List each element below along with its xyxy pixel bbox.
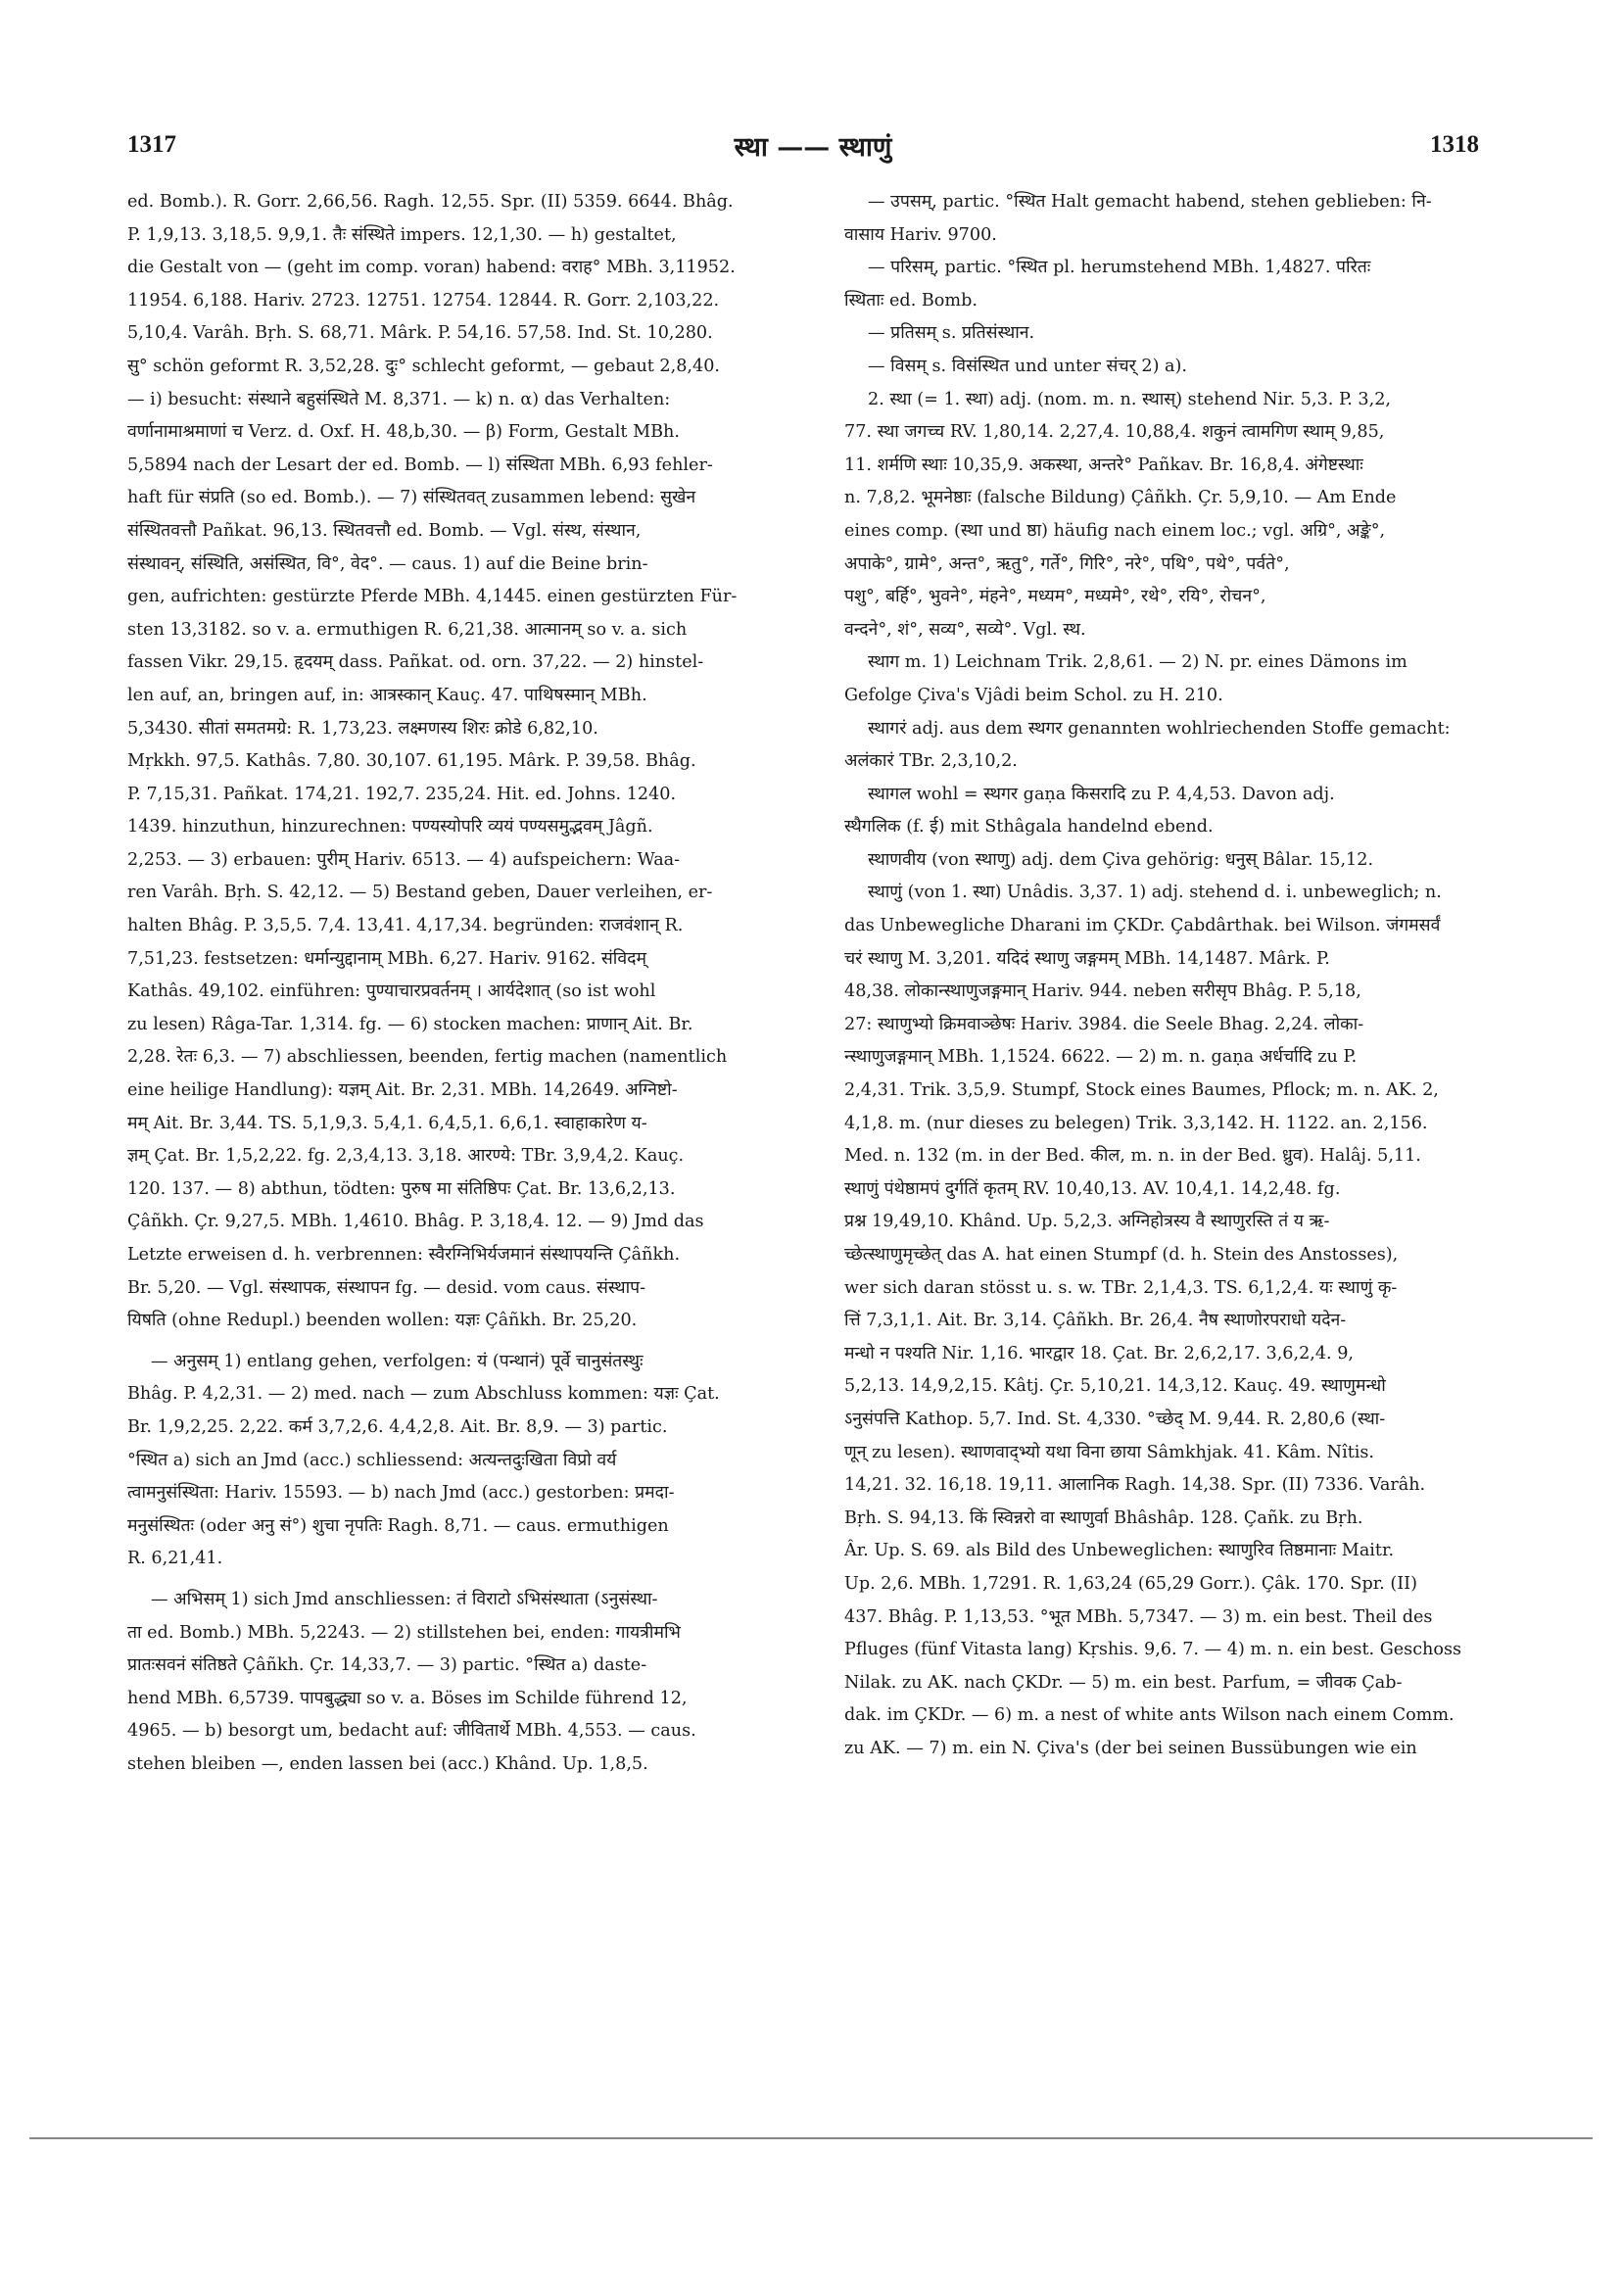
text-line: Med. n. 132 (m. in der Bed. कील, m. n. in der Bed. ध्रुव). Halâj. 5,11. xyxy=(844,1146,1421,1167)
text-line: zu AK. — 7) m. ein N. Çiva's (der bei seinen Bussübungen wie ein xyxy=(844,1738,1417,1758)
text-line: त्वामनुसंस्थिता: Hariv. 15593. — b) nach Jmd (acc.) gestorben: प्रमदा- xyxy=(127,1483,675,1504)
running-head: स्था —— स्थाणुं xyxy=(734,132,892,163)
text-line: 11954. 6,188. Hariv. 2723. 12751. 12754. 12844. R. Gorr. 2,103,22. xyxy=(127,290,720,311)
text-line: वर्णानामाश्रमाणां च Verz. d. Oxf. H. 48,b,30. — β) Form, Gestalt MBh. xyxy=(127,422,680,443)
bottom-rule xyxy=(29,2137,1593,2139)
text-line: त्तिं 7,3,1,1. Ait. Br. 3,14. Çâñkh. Br. 26,4. नैष स्थाणोरपराधो यदेन- xyxy=(844,1311,1347,1331)
page-number-right: 1318 xyxy=(1430,131,1479,158)
text-line: अलंकारं TBr. 2,3,10,2. xyxy=(844,751,1018,772)
text-line: 5,10,4. Varâh. Bṛh. S. 68,71. Mârk. P. 54,16. 57,58. Ind. St. 10,280. xyxy=(127,323,713,344)
text-line: Gefolge Çiva's Vjâdi beim Schol. zu H. 210. xyxy=(844,685,1223,705)
text-line: स्थागरं adj. aus dem स्थगर genannten wohlriechenden Stoffe gemacht: xyxy=(868,718,1451,739)
text-line: स्थाणुं पंथेष्ठामपं दुर्गतिं कृतम् RV. 10,40,13. AV. 10,4,1. 14,2,48. fg. xyxy=(844,1178,1341,1199)
text-line: 48,38. लोकान्स्थाणुजङ्गमान् Hariv. 944. neben सरीसृप Bhâg. P. 5,18, xyxy=(844,981,1361,1002)
text-line: ed. Bomb.). R. Gorr. 2,66,56. Ragh. 12,55. Spr. (II) 5359. 6644. Bhâg. xyxy=(127,192,734,212)
text-line: — i) besucht: संस्थाने बहुसंस्थिते M. 8,371. — k) n. α) das Verhalten: xyxy=(127,389,671,409)
text-line: 2. स्था (= 1. स्था) adj. (nom. m. n. स्थास्) stehend Nir. 5,3. P. 3,2, xyxy=(868,389,1391,409)
text-line: Nilak. zu AK. nach ÇKDr. — 5) m. ein best. Parfum, = जीवक Çab- xyxy=(844,1672,1403,1693)
text-line: eine heilige Handlung): यज्ञम् Ait. Br. 2,31. MBh. 14,2649. अग्निष्टो- xyxy=(127,1080,678,1101)
text-line: स्थिताः ed. Bomb. xyxy=(844,290,978,311)
text-line: P. 7,15,31. Pañkat. 174,21. 192,7. 235,24. Hit. ed. Johns. 1240. xyxy=(127,784,677,804)
text-line: stehen bleiben —, enden lassen bei (acc.) Khând. Up. 1,8,5. xyxy=(127,1753,648,1774)
text-line: — उपसम्, partic. °स्थित Halt gemacht habend, stehen geblieben: नि- xyxy=(868,192,1432,212)
text-line: 7,51,23. festsetzen: धर्मान्युद्दानाम् MBh. 6,27. Hariv. 9162. संविदम् xyxy=(127,948,646,969)
text-line: 5,3430. सीतां समतमग्रे: R. 1,73,23. लक्ष्मणस्य शिरः क्रोडे 6,82,10. xyxy=(127,718,598,739)
text-line: 77. स्था जगच्च RV. 1,80,14. 2,27,4. 10,88,4. शकुनं त्वामगिण स्थाम् 9,85, xyxy=(844,422,1385,443)
text-line: 5,5894 nach der Lesart der ed. Bomb. — l) संस्थिता MBh. 6,93 fehler- xyxy=(127,454,713,475)
text-line: R. 6,21,41. xyxy=(127,1549,223,1569)
text-line: णून् zu lesen). स्थाणवाद्भ्यो यथा विना छाया Sâmkhjak. 41. Kâm. Nîtis. xyxy=(844,1442,1375,1462)
text-line: स्थाणवीय (von स्थाणु) adj. dem Çiva gehörig: धनुस् Bâlar. 15,12. xyxy=(868,849,1374,870)
text-line: 4,1,8. m. (nur dieses zu belegen) Trik. 3,3,142. H. 1122. an. 2,156. xyxy=(844,1113,1428,1133)
text-line: — परिसम्, partic. °स्थित pl. herumstehend MBh. 1,4827. परितः xyxy=(868,258,1371,278)
text-line: 27: स्थाणुभ्यो क्रिमवाञ्छेषः Hariv. 3984. die Seele Bhag. 2,24. लोका- xyxy=(844,1014,1364,1034)
text-line: स्थागल wohl = स्थगर gaṇa किसरादि zu P. 4,4,53. Davon adj. xyxy=(868,784,1335,804)
text-line: die Gestalt von — (geht im comp. voran) habend: वराह° MBh. 3,11952. xyxy=(127,258,736,278)
text-line: 2,253. — 3) erbauen: पुरीम् Hariv. 6513. — 4) aufspeichern: Waa- xyxy=(127,849,681,870)
text-line: Br. 1,9,2,25. 2,22. कर्म 3,7,2,6. 4,4,2,8. Ait. Br. 8,9. — 3) partic. xyxy=(127,1416,668,1437)
text-line: Letzte erweisen d. h. verbrennen: स्वैरग्निभिर्यजमानं संस्थापयन्ति Çâñkh. xyxy=(127,1245,681,1265)
text-line: सु° schön geformt R. 3,52,28. दुः° schlecht geformt, — gebaut 2,8,40. xyxy=(127,356,720,376)
text-line: Pfluges (fünf Vitasta lang) Kṛshis. 9,6. 7. — 4) m. n. ein best. Geschoss xyxy=(844,1640,1462,1660)
page-number-left: 1317 xyxy=(127,131,176,158)
text-line: n. 7,8,2. भूमनेष्ठाः (falsche Bildung) Çâñkh. Çr. 5,9,10. — Am Ende xyxy=(844,488,1397,508)
text-line: ज्ञम् Çat. Br. 1,5,2,22. fg. 2,3,4,13. 3,18. आरण्ये: TBr. 3,9,4,2. Kauç. xyxy=(127,1146,685,1167)
left-column xyxy=(127,186,808,1949)
text-line: halten Bhâg. P. 3,5,5. 7,4. 13,41. 4,17,34. begründen: राजवंशान् R. xyxy=(127,916,684,936)
text-line: ता ed. Bomb.) MBh. 5,2243. — 2) stillstehen bei, enden: गायत्रीमभि xyxy=(127,1622,681,1643)
text-line: वासाय Hariv. 9700. xyxy=(844,224,997,245)
text-line: Kathâs. 49,102. einführen: पुण्याचारप्रवर्तनम् । आर्यदेशात् (so ist wohl xyxy=(127,981,656,1002)
text-line: °स्थित a) sich an Jmd (acc.) schliessend: अत्यन्तदुःखिता विप्रो वर्य xyxy=(127,1450,617,1470)
text-line: Çâñkh. Çr. 9,27,5. MBh. 1,4610. Bhâg. P. 3,18,4. 12. — 9) Jmd das xyxy=(127,1212,704,1232)
text-line: मम् Ait. Br. 3,44. TS. 5,1,9,3. 5,4,1. 6,4,5,1. 6,6,1. स्वाहाकारेण य- xyxy=(127,1113,647,1133)
text-line: Âr. Up. S. 69. als Bild des Unbeweglichen: स्थाणुरिव तिष्ठमानाः Maitr. xyxy=(844,1541,1395,1561)
text-line: प्रश्न 19,49,10. Khând. Up. 5,2,3. अग्निहोत्रस्य वै स्थाणुरस्ति तं य ऋ- xyxy=(844,1212,1330,1232)
text-line: eines comp. (स्था und ष्ठा) häufig nach einem loc.; vgl. अग्रि°, अङ्के°, xyxy=(844,520,1386,541)
text-line: Bṛh. S. 94,13. किं स्विन्नरो वा स्थाणुर्वा Bhâshâp. 128. Çañk. zu Bṛh. xyxy=(844,1507,1363,1528)
text-line: len auf, an, bringen auf, in: आत्रस्कान् Kauç. 47. पाथिषस्मान् MBh. xyxy=(127,685,647,705)
text-line: — अभिसम् 1) sich Jmd anschliessen: तं विराटो ऽभिसंस्थाता (ऽनुसंस्था- xyxy=(151,1589,658,1609)
text-line: स्थैगलिक (f. ई) mit Sthâgala handelnd ebend. xyxy=(844,817,1214,837)
text-line: ऽनुसंपत्ति Kathop. 5,7. Ind. St. 4,330. °च्छेद् M. 9,44. R. 2,80,6 (स्था- xyxy=(844,1409,1386,1429)
text-line: hend MBh. 6,5739. पापबुद्ध्या so v. a. Böses im Schilde führend 12, xyxy=(127,1688,688,1708)
text-line: — प्रतिसम् s. प्रतिसंस्थान. xyxy=(868,323,1035,344)
text-line: 14,21. 32. 16,18. 19,11. आलानिक Ragh. 14,38. Spr. (II) 7336. Varâh. xyxy=(844,1475,1426,1496)
text-line: चरं स्थाणु M. 3,201. यदिदं स्थाणु जङ्गमम् MBh. 14,1487. Mârk. P. xyxy=(844,948,1330,969)
text-line: Mṛkkh. 97,5. Kathâs. 7,80. 30,107. 61,195. Mârk. P. 39,58. Bhâg. xyxy=(127,751,696,772)
text-line: Up. 2,6. MBh. 1,7291. R. 1,63,24 (65,29 Gorr.). Çâk. 170. Spr. (II) xyxy=(844,1573,1417,1594)
text-line: gen, aufrichten: gestürzte Pferde MBh. 4,1445. einen gestürzten Für- xyxy=(127,587,738,607)
text-line: 1439. hinzuthun, hinzurechnen: पण्यस्योपरि व्ययं पण्यसमुद्भवम् Jâgñ. xyxy=(127,817,653,837)
text-line: 5,2,13. 14,9,2,15. Kâtj. Çr. 5,10,21. 14,3,12. Kauç. 49. स्थाणुमन्धो xyxy=(844,1376,1386,1397)
text-line: 2,4,31. Trik. 3,5,9. Stumpf, Stock eines Baumes, Pflock; m. n. AK. 2, xyxy=(844,1080,1439,1101)
text-line: मन्धो न पश्यति Nir. 1,16. भारद्वार 18. Çat. Br. 2,6,2,17. 3,6,2,4. 9, xyxy=(844,1343,1355,1363)
text-line: 2,28. रेतः 6,3. — 7) abschliessen, beenden, fertig machen (namentlich xyxy=(127,1047,728,1068)
text-line: zu lesen) Râga-Tar. 1,314. fg. — 6) stocken machen: प्राणान् Ait. Br. xyxy=(127,1014,693,1034)
text-line: स्थाग m. 1) Leichnam Trik. 2,8,61. — 2) N. pr. eines Dämons im xyxy=(868,652,1407,673)
text-line: fassen Vikr. 29,15. हृदयम् dass. Pañkat. od. orn. 37,22. — 2) hinstel- xyxy=(127,652,704,673)
text-line: संस्थावन्, संस्थिति, असंस्थित, वि°, वेद°. — caus. 1) auf die Beine brin- xyxy=(127,553,648,574)
text-line: dak. im ÇKDr. — 6) m. a nest of white ants Wilson nach einem Comm. xyxy=(844,1705,1455,1726)
text-line: प्रातःसवनं संतिष्ठते Çâñkh. Çr. 14,33,7. — 3) partic. °स्थित a) daste- xyxy=(127,1655,647,1676)
text-line: wer sich daran stösst u. s. w. TBr. 2,1,4,3. TS. 6,1,2,4. यः स्थाणुं कृ- xyxy=(844,1277,1398,1298)
text-line: Br. 5,20. — Vgl. संस्थापक, संस्थापन fg. — desid. vom caus. संस्थाप- xyxy=(127,1277,646,1298)
text-line: P. 1,9,13. 3,18,5. 9,9,1. तैः संस्थिते impers. 12,1,30. — h) gestaltet, xyxy=(127,224,677,245)
text-line: यिषति (ohne Redupl.) beenden wollen: यज्ञः Çâñkh. Br. 25,20. xyxy=(127,1311,638,1331)
text-line: 11. शर्मणि स्थाः 10,35,9. अकस्था, अन्तरे° Pañkav. Br. 16,8,4. अंगेष्टस्थाः xyxy=(844,454,1363,475)
text-line: 120. 137. — 8) abthun, tödten: पुरुष मा संतिष्ठिपः Çat. Br. 13,6,2,13. xyxy=(127,1178,676,1199)
text-line: haft für संप्रति (so ed. Bomb.). — 7) संस्थितवत् zusammen lebend: सुखेन xyxy=(127,488,696,508)
text-line: 4965. — b) besorgt um, bedacht auf: जीवितार्थे MBh. 4,553. — caus. xyxy=(127,1721,696,1742)
text-line: स्थाणुं (von 1. स्था) Unâdis. 3,37. 1) adj. stehend d. i. unbeweglich; n. xyxy=(868,883,1442,903)
text-line: संस्थितवत्तौ Pañkat. 96,13. स्थितवत्तौ ed. Bomb. — Vgl. संस्थ, संस्थान, xyxy=(127,520,642,541)
text-line: अपाके°, ग्रामे°, अन्त°, ऋतु°, गर्ते°, गिरि°, नरे°, पथि°, पथे°, पर्वते°, xyxy=(844,553,1290,574)
text-line: Bhâg. P. 4,2,31. — 2) med. nach — zum Abschluss kommen: यज्ञः Çat. xyxy=(127,1384,720,1405)
text-line: च्छेत्स्थाणुमृच्छेत् das A. hat einen Stumpf (d. h. Stein des Anstosses), xyxy=(844,1245,1399,1265)
text-line: वन्दने°, शं°, सव्य°, सव्ये°. Vgl. स्थ. xyxy=(844,619,1086,640)
text-line: मनुसंस्थितः (oder अनु सं°) शुचा नृपतिः Ragh. 8,71. — caus. ermuthigen xyxy=(127,1515,669,1536)
text-line: sten 13,3182. so v. a. ermuthigen R. 6,21,38. आत्मानम् so v. a. sich xyxy=(127,619,688,640)
text-line: — अनुसम् 1) entlang gehen, verfolgen: यं (पन्थानं) पूर्वे चानुसंतस्थुः xyxy=(151,1351,644,1371)
text-line: न्स्थाणुजङ्गमान् MBh. 1,1524. 6622. — 2) m. n. gaṇa अर्धर्चादि zu P. xyxy=(844,1047,1358,1068)
text-line: — विसम् s. विसंस्थित und unter संचर् 2) a). xyxy=(868,356,1188,376)
text-line: ren Varâh. Bṛh. S. 42,12. — 5) Bestand geben, Dauer verleihen, er- xyxy=(127,883,713,903)
text-line: 437. Bhâg. P. 1,13,53. °भूत MBh. 5,7347. — 3) m. ein best. Theil des xyxy=(844,1606,1433,1627)
text-line: पशु°, बर्हि°, भुवने°, मंहने°, मध्यम°, मध्यमे°, रथे°, रयि°, रोचन°, xyxy=(844,587,1266,607)
text-line: das Unbewegliche Dharani im ÇKDr. Çabdârthak. bei Wilson. जंगमसर्वं xyxy=(844,916,1441,936)
right-column xyxy=(844,186,1501,1949)
